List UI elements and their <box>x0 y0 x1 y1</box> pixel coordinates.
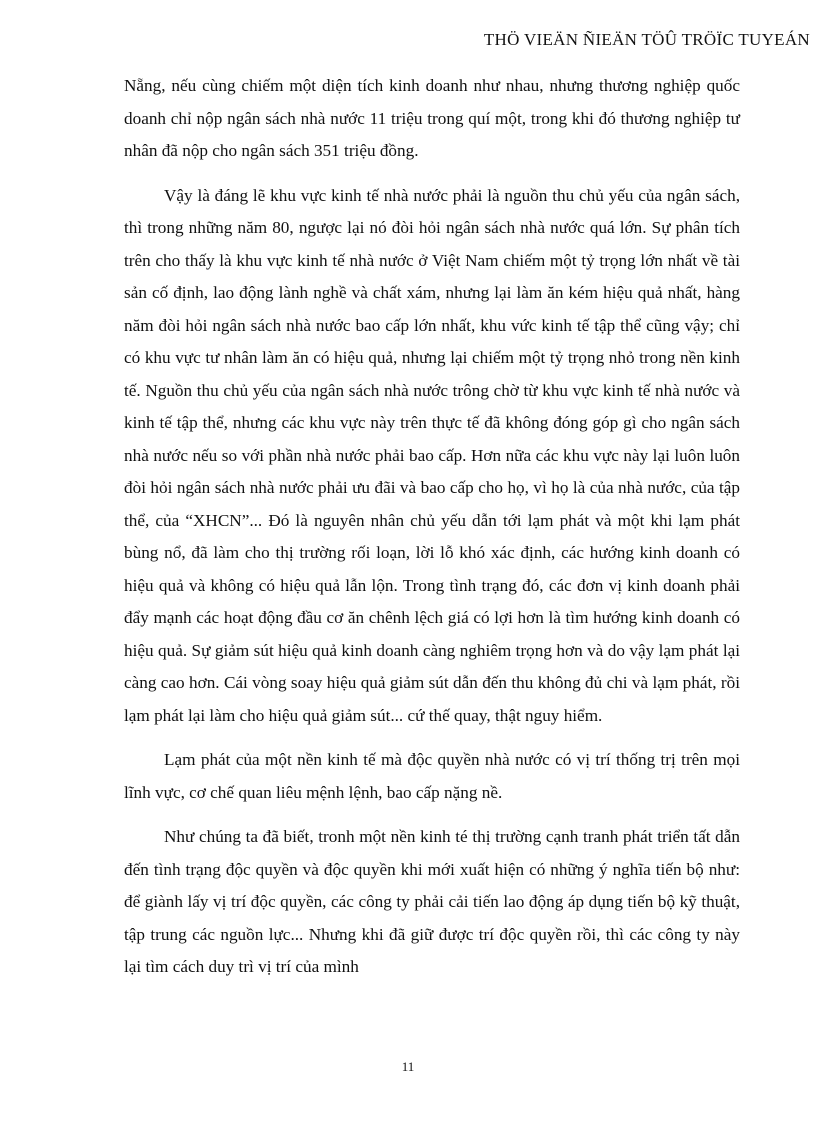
document-header: THÖ VIEÄN ÑIEÄN TÖÛ TRÖÏC TUYEÁN <box>483 30 810 49</box>
page-number: 11 <box>401 1059 415 1074</box>
paragraph-1: Nẵng, nếu cùng chiếm một diện tích kinh doanh như nhau, nhưng thương nghiệp quốc doanh chỉ nộp ngân sách nhà nước 11 triệu trong quí một, trong khi đó thương nghiệp tư nhân đã nộp cho ngân sách 351 triệu đồng. <box>124 76 740 160</box>
paragraph-2: Vậy là đáng lẽ khu vực kinh tế nhà nước phải là nguồn thu chủ yếu của ngân sách, thì trong những năm 80, ngược lại nó đòi hỏi ngân sách nhà nước quá lớn. Sự phân tích trên cho thấy là khu vực kinh tế nhà nước ở Việt Nam chiếm một tỷ trọng lớn nhất về tài sản cố định, lao động lành nghề và chất xám, nhưng lại làm ăn kém hiệu quả nhất, hàng năm đòi hỏi ngân sách nhà nước bao cấp lớn nhất, khu vức kinh tế tập thể cũng vậy; chỉ có khu vực tư nhân làm ăn có hiệu quả, nhưng lại chiếm một tỷ trọng nhỏ trong nền kinh tế. Nguồn thu chủ yếu của ngân sách nhà nước trông chờ từ khu vực kinh tế nhà nước và kinh tế tập thể, nhưng các khu vực này trên thực tế đã không đóng góp gì cho ngân sách nhà nước nếu so với phần nhà nước phải bao cấp. Hơn nữa các khu vực này lại luôn luôn đòi hỏi ngân sách nhà nước phải ưu đãi và bao cấp cho họ, vì họ là của nhà nước, của tập thể, của “XHCN”... Đó là nguyên nhân chủ yếu dẫn tới lạm phát và một khi lạm phát bùng nổ, đã làm cho thị trường rối loạn, lời lỗ khó xác định, các hướng kinh doanh có hiệu quả và không có hiệu quả lẫn lộn. Trong tình trạng đó, các đơn vị kinh doanh phải đẩy mạnh các hoạt động đầu cơ ăn chênh lệch giá có lợi hơn là tìm hướng kinh doanh có hiệu quả. Sự giảm sút hiệu quả kinh doanh càng nghiêm trọng hơn và do vậy lạm phát lại càng cao hơn. Cái vòng soay hiệu quả giảm sút dẫn đến thu không đủ chi và lạm phát, rồi lạm phát lại làm cho hiệu quả giảm sút... cứ thế quay, thật nguy hiểm. <box>124 185 740 725</box>
paragraph-3: Lạm phát của một nền kinh tế mà độc quyền nhà nước có vị trí thống trị trên mọi lĩnh vực, cơ chế quan liêu mệnh lệnh, bao cấp nặng nề. <box>124 750 740 802</box>
document-body <box>124 70 740 996</box>
paragraph-4: Như chúng ta đã biết, tronh một nền kinh té thị trường cạnh tranh phát triển tất dẫn đến tình trạng độc quyền và độc quyền khi mới xuất hiện có những ý nghĩa tiến bộ như: để giành lấy vị trí độc quyền, các công ty phải cải tiến lao động áp dụng tiến bộ kỹ thuật, tập trung các nguồn lực... Nhưng khi đã giữ được trí độc quyền rồi, thì các công ty này lại tìm cách duy trì vị trí của mình <box>124 827 740 976</box>
